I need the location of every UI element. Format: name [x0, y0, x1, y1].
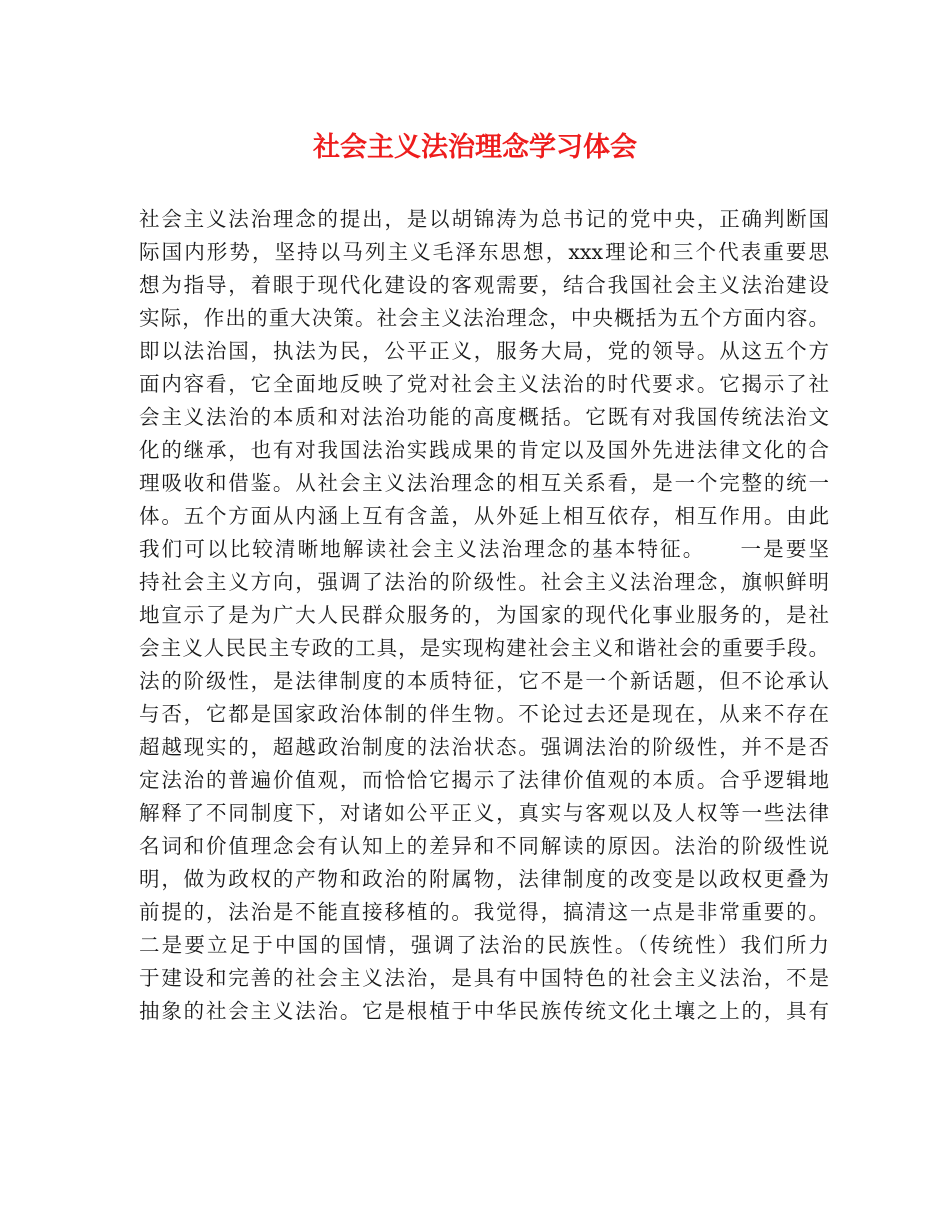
body-line: 超越现实的，超越政治制度的法治状态。强调法治的阶级性，并不是否	[139, 735, 829, 759]
body-line: 地宣示了是为广大人民群众服务的，为国家的现代化事业服务的，是社	[139, 603, 829, 627]
body-line: 理吸收和借鉴。从社会主义法治理念的相互关系看，是一个完整的统一	[139, 471, 829, 495]
body-line: 持社会主义方向，强调了法治的阶级性。社会主义法治理念，旗帜鲜明	[139, 570, 829, 594]
body-line: 际国内形势，坚持以马列主义毛泽东思想，xxx理论和三个代表重要思	[139, 240, 829, 264]
body-line: 化的继承，也有对我国法治实践成果的肯定以及国外先进法律文化的合	[139, 438, 829, 462]
document-body	[139, 203, 829, 1028]
document-title: 社会主义法治理念学习体会	[313, 132, 637, 163]
body-line: 面内容看，它全面地反映了党对社会主义法治的时代要求。它揭示了社	[139, 372, 829, 396]
body-line: 抽象的社会主义法治。它是根植于中华民族传统文化土壤之上的，具有	[139, 999, 829, 1023]
body-line: 于建设和完善的社会主义法治，是具有中国特色的社会主义法治，不是	[139, 966, 829, 990]
body-line: 我们可以比较清晰地解读社会主义法治理念的基本特征。 一是要坚	[139, 537, 829, 561]
body-line: 体。五个方面从内涵上互有含盖，从外延上相互依存，相互作用。由此	[139, 504, 829, 528]
body-line: 实际，作出的重大决策。社会主义法治理念，中央概括为五个方面内容。	[139, 306, 829, 330]
body-line: 名词和价值理念会有认知上的差异和不同解读的原因。法治的阶级性说	[139, 834, 829, 858]
body-line: 解释了不同制度下，对诸如公平正义，真实与客观以及人权等一些法律	[139, 801, 829, 825]
body-line: 法的阶级性，是法律制度的本质特征，它不是一个新话题，但不论承认	[139, 669, 829, 693]
body-line: 社会主义法治理念的提出，是以胡锦涛为总书记的党中央，正确判断国	[139, 207, 829, 231]
body-line: 前提的，法治是不能直接移植的。我觉得，搞清这一点是非常重要的。	[139, 900, 829, 924]
body-line: 与否，它都是国家政治体制的伴生物。不论过去还是现在，从来不存在	[139, 702, 829, 726]
body-line: 明，做为政权的产物和政治的附属物，法律制度的改变是以政权更叠为	[139, 867, 829, 891]
body-line: 会主义法治的本质和对法治功能的高度概括。它既有对我国传统法治文	[139, 405, 829, 429]
body-line: 二是要立足于中国的国情，强调了法治的民族性。（传统性）我们所力	[139, 933, 829, 957]
body-line: 会主义人民民主专政的工具，是实现构建社会主义和谐社会的重要手段。	[139, 636, 829, 660]
body-line: 定法治的普遍价值观，而恰恰它揭示了法律价值观的本质。合乎逻辑地	[139, 768, 829, 792]
body-line: 想为指导，着眼于现代化建设的客观需要，结合我国社会主义法治建设	[139, 273, 829, 297]
body-line: 即以法治国，执法为民，公平正义，服务大局，党的领导。从这五个方	[139, 339, 829, 363]
